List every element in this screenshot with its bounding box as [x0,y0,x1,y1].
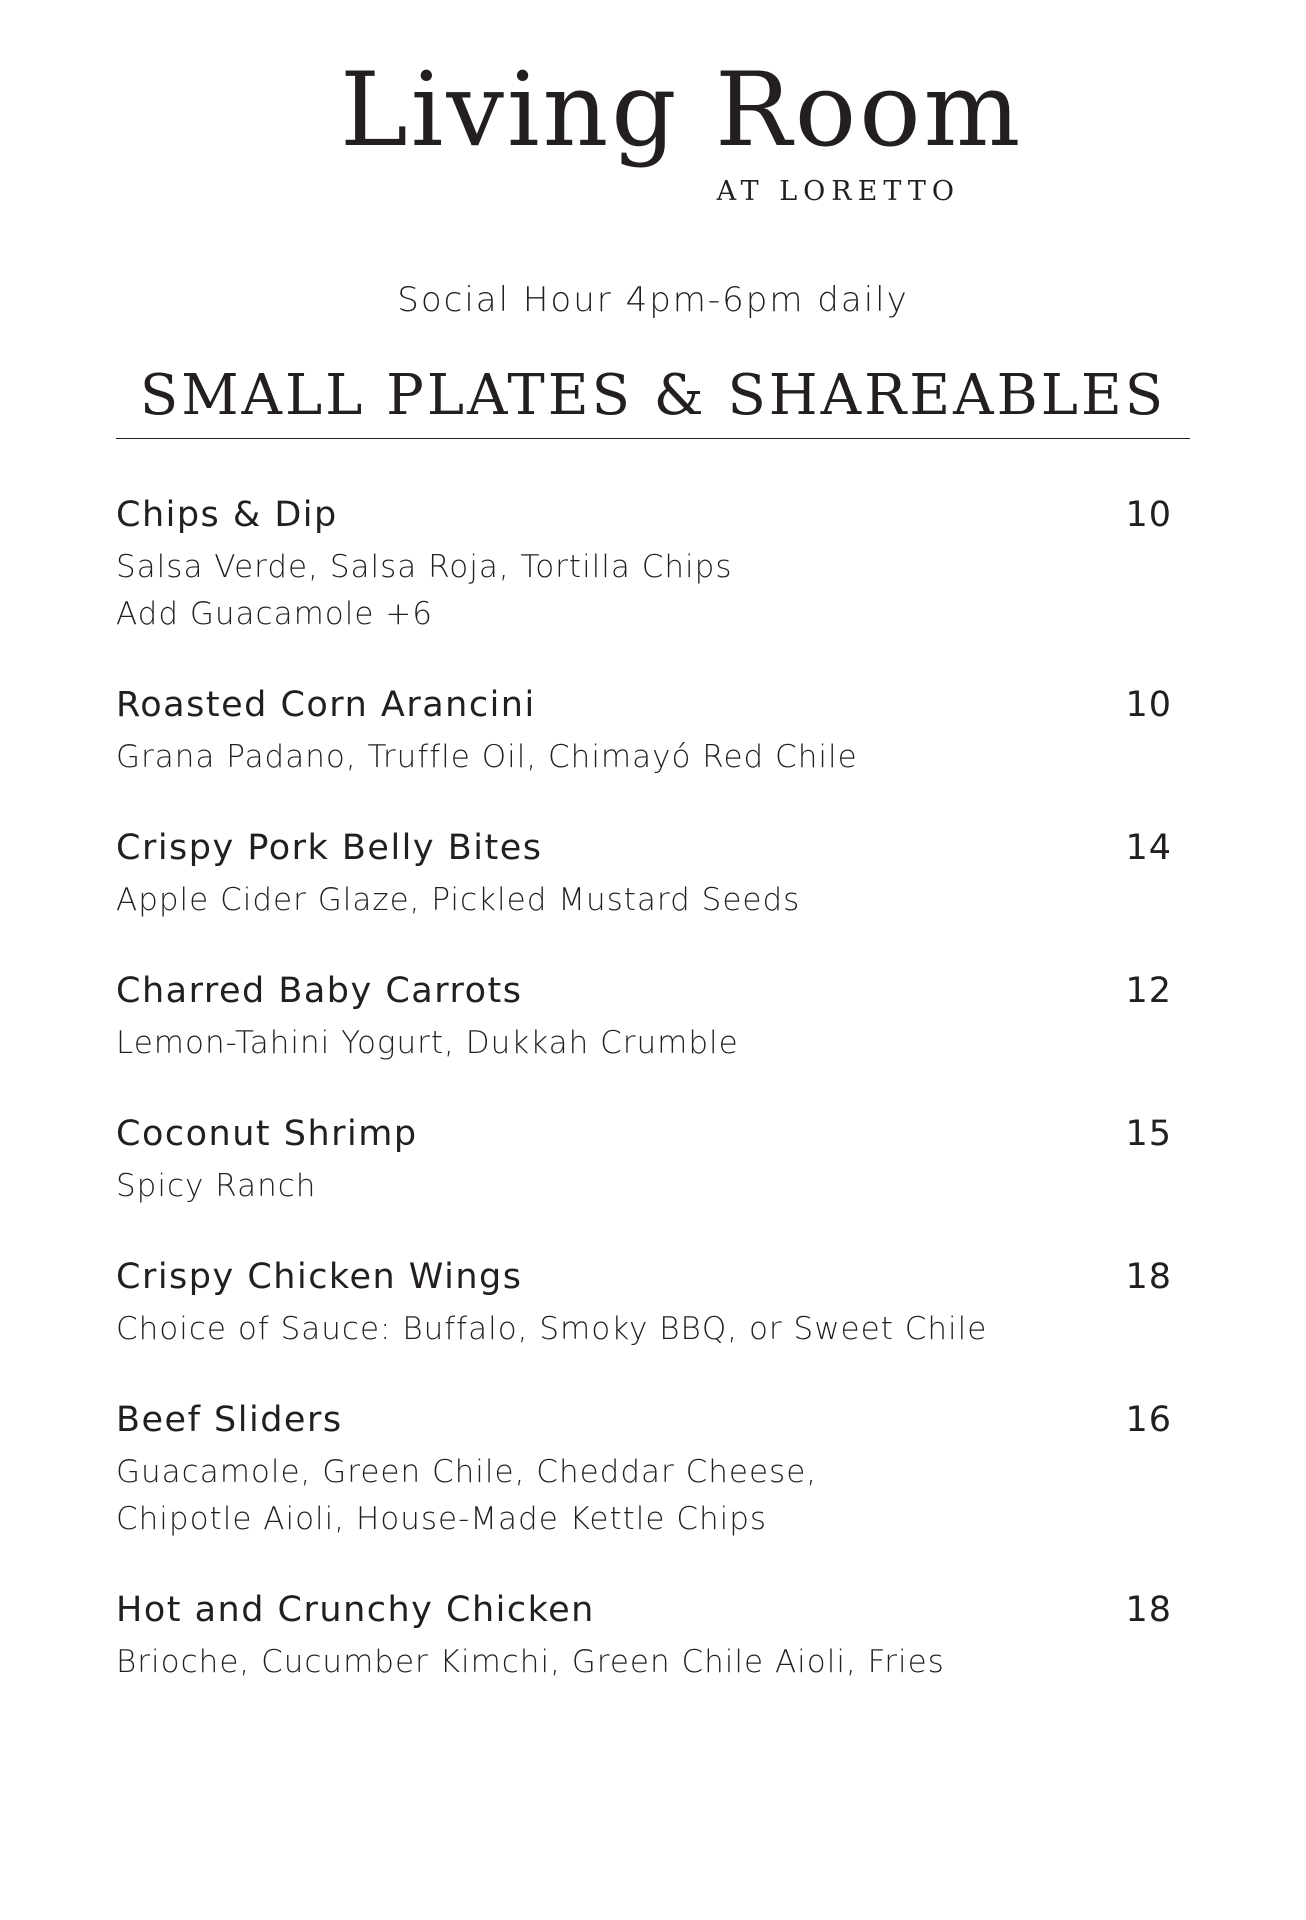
item-price: 18 [1125,1257,1172,1297]
item-price: 10 [1125,495,1172,535]
item-name: Roasted Corn Arancini [116,685,536,725]
item-name: Beef Sliders [116,1400,343,1440]
item-price: 15 [1125,1114,1172,1154]
item-name: Crispy Pork Belly Bites [116,828,543,868]
social-hour-text: Social Hour 4pm-6pm daily [397,280,909,320]
item-price: 14 [1125,828,1172,868]
menu-item [116,966,1172,1109]
item-description: Choice of Sauce: Buffalo, Smoky BBQ, or Sweet Chile [116,1311,988,1347]
item-name: Chips & Dip [116,495,338,535]
item-price: 12 [1125,971,1172,1011]
item-description: Apple Cider Glaze, Pickled Mustard Seeds [116,882,801,918]
section-divider [116,438,1190,439]
menu-items [116,490,1172,1695]
menu-item [116,1395,1172,1585]
item-description: Grana Padano, Truffle Oil, Chimayó Red Chile [116,739,858,775]
menu-item [116,823,1172,966]
menu-item [116,1585,1172,1695]
menu-item [116,1252,1172,1395]
item-description: Add Guacamole +6 [116,596,433,632]
brand-logo [0,51,1306,220]
item-description: Lemon-Tahini Yogurt, Dukkah Crumble [116,1025,739,1061]
menu-item [116,1109,1172,1252]
item-description: Brioche, Cucumber Kimchi, Green Chile Aioli, Fries [116,1644,945,1680]
brand-subtitle: AT LORETTO [716,176,960,207]
item-name: Crispy Chicken Wings [116,1257,523,1297]
menu-item [116,680,1172,823]
item-name: Coconut Shrimp [116,1114,418,1154]
item-price: 10 [1125,685,1172,725]
item-price: 18 [1125,1590,1172,1630]
item-name: Hot and Crunchy Chicken [116,1590,595,1630]
menu-item [116,490,1172,680]
item-description: Spicy Ranch [116,1168,317,1204]
item-description: Chipotle Aioli, House-Made Kettle Chips [116,1501,768,1537]
brand-title: Living Room [340,51,1024,170]
item-price: 16 [1125,1400,1172,1440]
item-description: Guacamole, Green Chile, Cheddar Cheese, [116,1454,818,1490]
item-description: Salsa Verde, Salsa Roja, Tortilla Chips [116,549,733,585]
section-heading: SMALL PLATES & SHAREABLES [139,363,1167,428]
item-name: Charred Baby Carrots [116,971,523,1011]
